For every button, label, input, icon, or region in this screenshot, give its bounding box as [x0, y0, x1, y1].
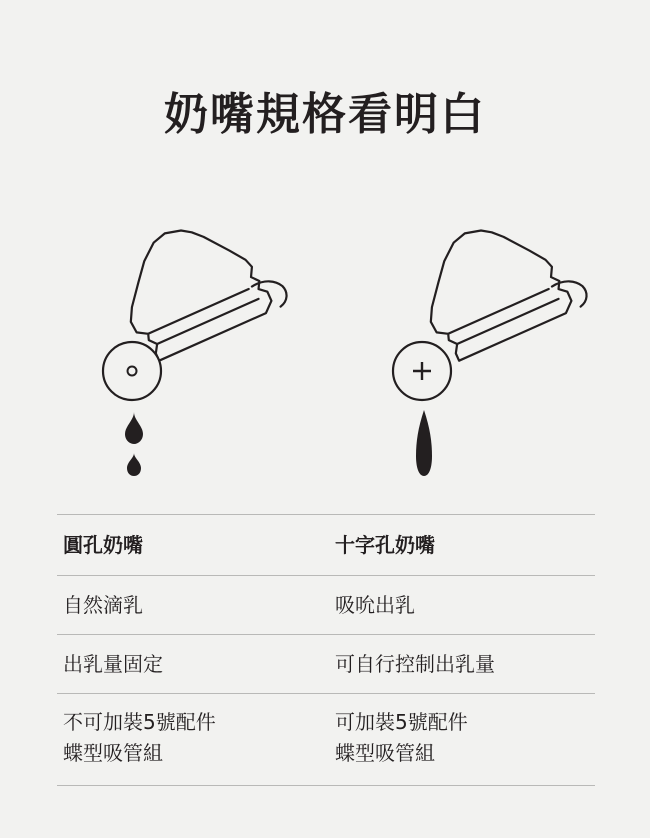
table-cell-line: 可加裝5號配件 [335, 710, 468, 734]
table-row-header [57, 514, 595, 576]
table-cell-line: 不可加裝5號配件 [63, 710, 216, 734]
table-cell [329, 694, 595, 785]
table-row [57, 694, 595, 786]
table-cell: 自然滴乳 [63, 593, 143, 617]
table-cell-cross-header: 十字孔奶嘴 [335, 533, 435, 557]
table-cell: 吸吮出乳 [335, 593, 415, 617]
drop-icon [125, 412, 143, 444]
table-row [57, 576, 595, 635]
stream-drop-icon [416, 410, 432, 476]
round-hole-nipple-svg [10, 190, 335, 500]
cross-hole-nipple-svg [310, 190, 635, 500]
round-hole-nipple-illustration [10, 190, 335, 500]
cross-hole-nipple-illustration [310, 190, 635, 500]
illustration-group [0, 190, 650, 500]
table-cell: 可自行控制出乳量 [335, 652, 495, 676]
page-title: 奶嘴規格看明白 [164, 89, 486, 140]
table-row [57, 635, 595, 694]
table-cell: 出乳量固定 [63, 652, 163, 676]
comparison-table [57, 514, 595, 786]
drop-icon [127, 453, 141, 476]
magnifier-circle [103, 342, 161, 400]
table-cell-line: 蝶型吸管組 [63, 741, 163, 765]
table-cell-line: 蝶型吸管組 [335, 741, 435, 765]
table-cell [57, 694, 329, 785]
table-cell-round-header: 圓孔奶嘴 [63, 533, 143, 557]
